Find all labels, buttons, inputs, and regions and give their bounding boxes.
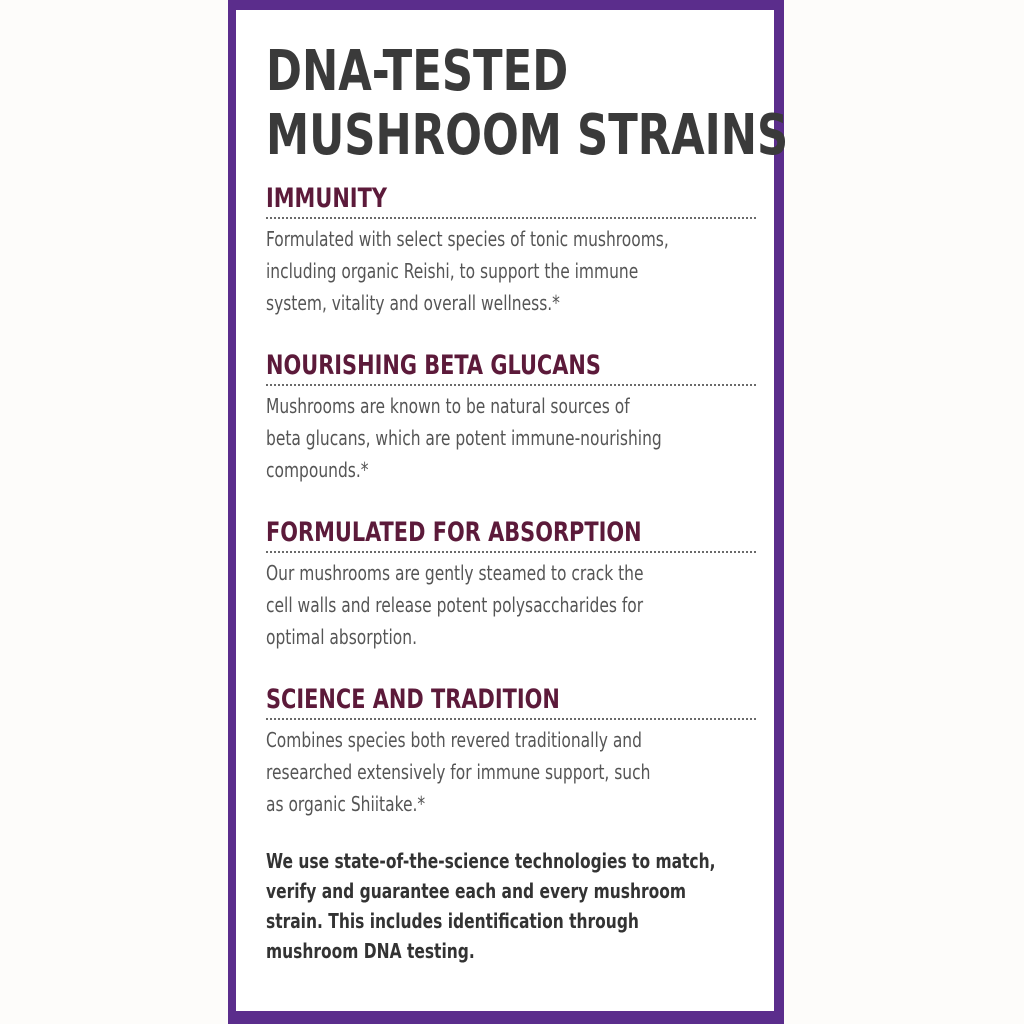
dotted-divider	[266, 384, 756, 386]
title-line-1: DNA-TESTED	[266, 39, 569, 104]
body-line: system, vitality and overall wellness.*	[266, 291, 560, 315]
dotted-divider	[266, 551, 756, 553]
section-heading: FORMULATED FOR ABSORPTION	[266, 517, 642, 548]
body-line: Mushrooms are known to be natural sources of	[266, 394, 630, 418]
body-line: researched extensively for immune support, such	[266, 760, 651, 784]
section-body	[266, 724, 689, 820]
dotted-divider	[266, 217, 756, 219]
section-body	[266, 223, 689, 319]
body-line: Formulated with select species of tonic mushrooms,	[266, 227, 669, 251]
section-science-tradition	[266, 683, 758, 820]
body-line: compounds.*	[266, 458, 369, 482]
dotted-divider	[266, 718, 756, 720]
page-title	[266, 39, 789, 168]
purple-border-frame	[228, 0, 789, 1024]
body-line: including organic Reishi, to support the immune	[266, 259, 639, 283]
section-body	[266, 557, 689, 653]
section-heading: SCIENCE AND TRADITION	[266, 684, 560, 715]
section-body	[266, 390, 689, 486]
body-line: optimal absorption.	[266, 625, 417, 649]
dna-testing-statement	[266, 846, 716, 966]
section-immunity	[266, 182, 758, 319]
footer-line: mushroom DNA testing.	[266, 939, 475, 963]
title-line-2: MUSHROOM STRAINS	[266, 103, 789, 168]
body-line: as organic Shiitake.*	[266, 792, 426, 816]
footer-line: strain. This includes identification through	[266, 909, 639, 933]
section-beta-glucans	[266, 349, 758, 486]
body-line: Combines species both revered traditionally and	[266, 728, 642, 752]
label-panel	[236, 10, 789, 1011]
body-line: Our mushrooms are gently steamed to crack the	[266, 561, 644, 585]
section-heading: NOURISHING BETA GLUCANS	[266, 350, 601, 381]
footer-line: verify and guarantee each and every mushroom	[266, 879, 687, 903]
section-heading: IMMUNITY	[266, 183, 387, 214]
section-absorption	[266, 516, 758, 653]
body-line: beta glucans, which are potent immune-nourishing	[266, 426, 662, 450]
body-line: cell walls and release potent polysaccharides for	[266, 593, 644, 617]
label-content	[266, 39, 789, 966]
footer-line: We use state-of-the-science technologies to match,	[266, 849, 716, 873]
